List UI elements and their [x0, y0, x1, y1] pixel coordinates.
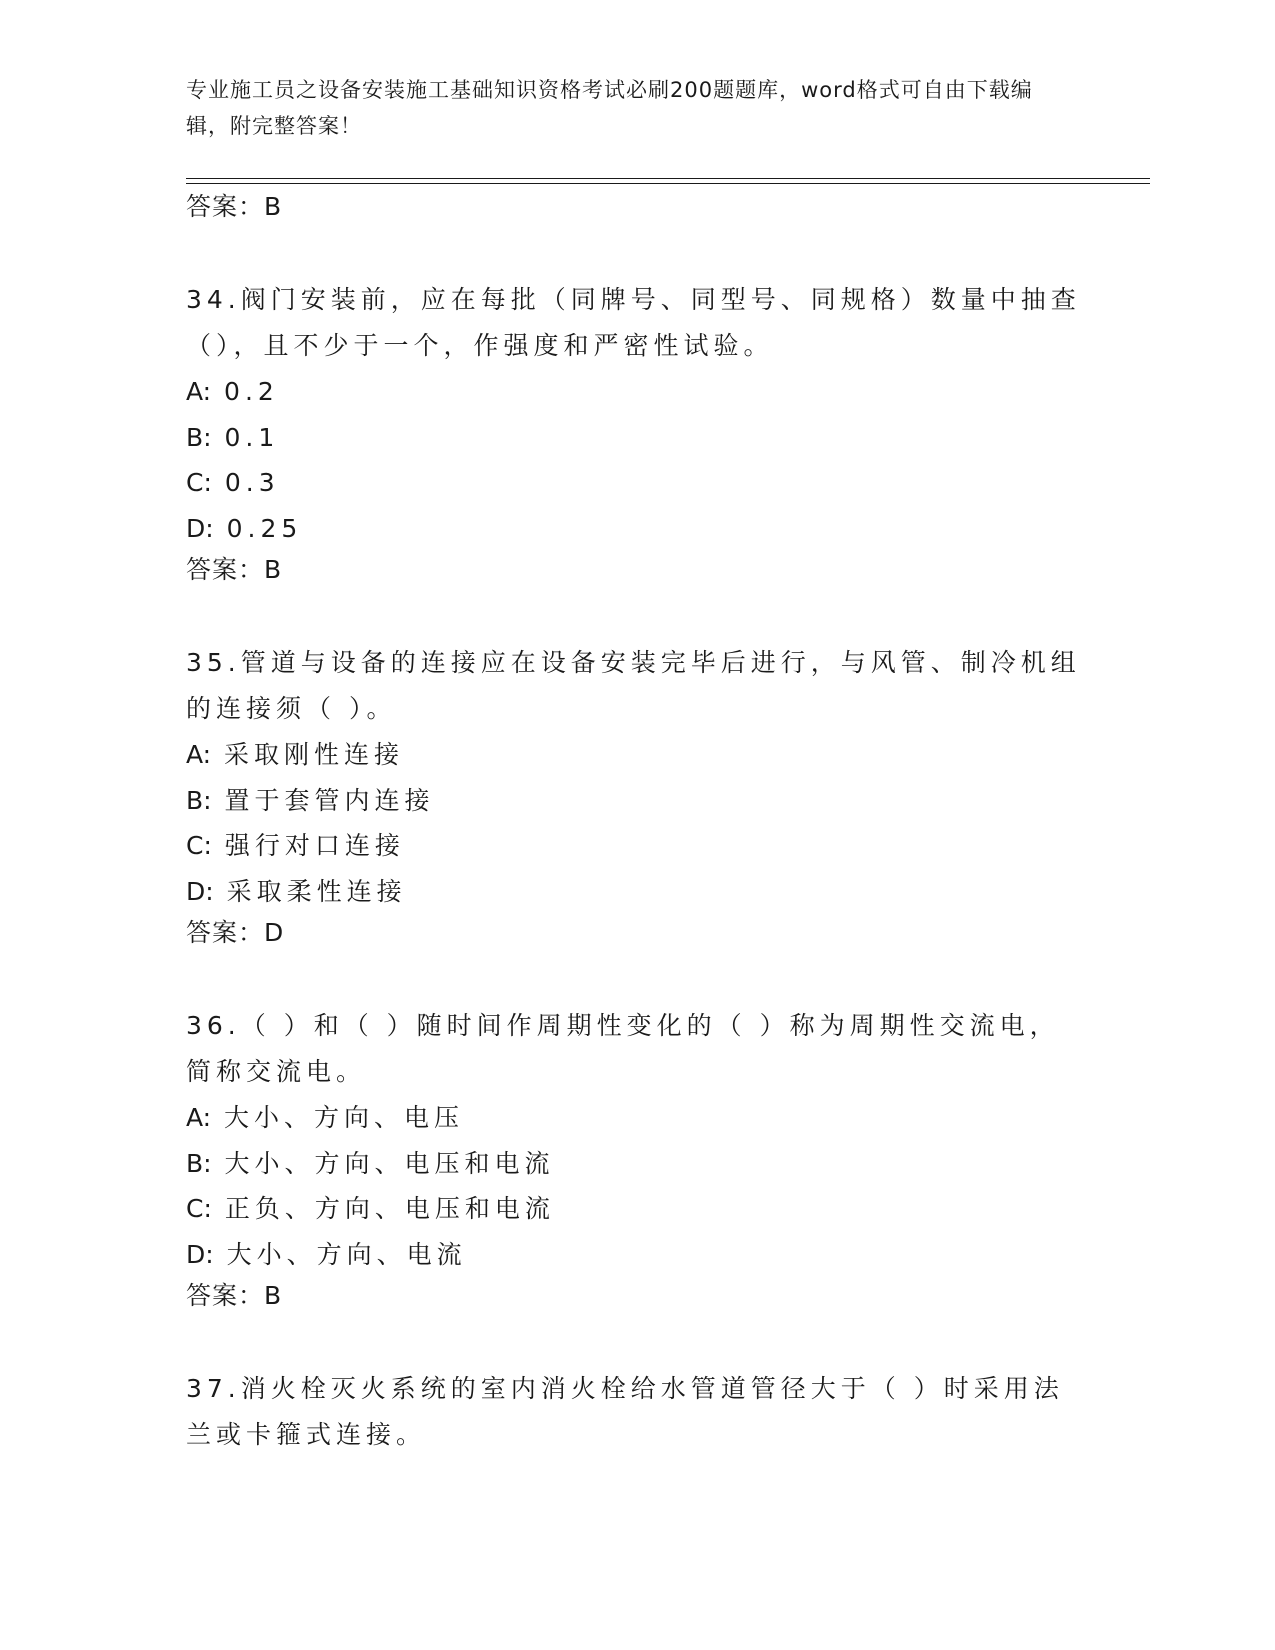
document-header: 专业施工员之设备安装施工基础知识资格考试必刷200题题库，word格式可自由下载编辑，附完整答案！ — [186, 78, 1033, 138]
option-c — [186, 460, 1086, 506]
option-a — [186, 369, 1086, 415]
option-a — [186, 732, 1086, 778]
question-stem: 35.管道与设备的连接应在设备安装完毕后进行，与风管、制冷机组的连接须（ ）。 — [186, 648, 1081, 723]
option-text: 0.1 — [224, 422, 280, 452]
option-letter: B: — [186, 785, 212, 815]
question-stem: 34.阀门安装前，应在每批（同牌号、同型号、同规格）数量中抽查（），且不少于一个，作强度和严密性试验。 — [186, 285, 1081, 360]
option-b — [186, 415, 1086, 461]
option-text: 大小、方向、电压和电流 — [224, 1148, 555, 1178]
option-text: 采取柔性连接 — [226, 876, 407, 906]
answer-previous: 答案：B — [186, 192, 283, 221]
header-divider-bottom — [186, 183, 1150, 184]
option-text: 0.2 — [224, 377, 279, 406]
option-b — [186, 778, 1086, 824]
answer-35: 答案：D — [186, 918, 285, 947]
option-letter: C: — [186, 468, 212, 497]
option-text: 大小、方向、电流 — [226, 1239, 467, 1269]
answer-36: 答案：B — [186, 1281, 283, 1310]
option-letter: A: — [186, 377, 212, 406]
option-text: 0.25 — [226, 513, 303, 543]
question-34 — [186, 277, 1086, 551]
option-letter: D: — [186, 1239, 214, 1269]
question-37 — [186, 1366, 1086, 1458]
option-text: 强行对口连接 — [224, 831, 405, 860]
option-text: 正负、方向、电压和电流 — [224, 1194, 555, 1223]
option-text: 置于套管内连接 — [224, 785, 435, 815]
option-letter: D: — [186, 876, 214, 906]
question-stem: 36.（ ）和（ ）随时间作周期性变化的（ ）称为周期性交流电，简称交流电。 — [186, 1011, 1060, 1086]
option-c — [186, 1186, 1086, 1232]
option-a — [186, 1095, 1086, 1141]
question-36 — [186, 1003, 1086, 1277]
option-letter: A: — [186, 740, 212, 769]
option-letter: D: — [186, 513, 214, 543]
option-letter: C: — [186, 831, 212, 860]
option-c — [186, 823, 1086, 869]
option-text: 大小、方向、电压 — [224, 1103, 465, 1132]
option-b — [186, 1141, 1086, 1187]
option-text: 0.3 — [224, 468, 280, 497]
option-letter: B: — [186, 1148, 212, 1178]
option-text: 采取刚性连接 — [224, 740, 405, 769]
option-d — [186, 506, 1086, 552]
option-letter: A: — [186, 1103, 212, 1132]
option-d — [186, 1232, 1086, 1278]
header-divider-top — [186, 178, 1150, 179]
answer-34: 答案：B — [186, 555, 283, 584]
question-35 — [186, 640, 1086, 914]
question-stem: 37.消火栓灭火系统的室内消火栓给水管道管径大于（ ）时采用法兰或卡箍式连接。 — [186, 1374, 1064, 1449]
option-letter: C: — [186, 1194, 212, 1223]
option-d — [186, 869, 1086, 915]
option-letter: B: — [186, 422, 212, 452]
